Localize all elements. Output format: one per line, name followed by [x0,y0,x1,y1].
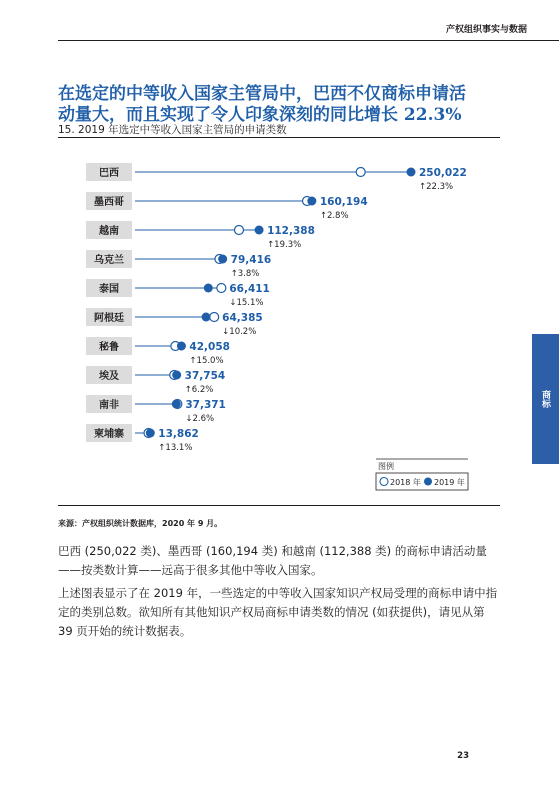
category-label: 墨西哥 [94,197,124,208]
category-label: 越南 [99,226,119,237]
running-header: 产权组织事实与数据 [445,25,527,35]
dot-2019 [202,313,211,322]
section-side-tab[interactable] [532,334,559,464]
dot-2019 [172,400,181,409]
category-label: 柬埔寨 [94,429,124,440]
dot-2018 [217,284,226,293]
category-label: 阿根廷 [94,313,124,324]
growth-label: ↓2.6% [185,414,215,424]
legend-title: 图例 [378,462,394,471]
value-label: 66,411 [229,283,270,295]
headline: 在选定的中等收入国家主管局中，巴西不仅商标申请活动量大，而且实现了令人印象深刻的同比增长 22.3% [58,84,466,125]
value-label: 112,388 [267,225,315,237]
dot-2019 [255,226,264,235]
growth-label: ↓10.2% [222,327,257,337]
growth-label: ↑3.8% [230,269,260,279]
value-label: 250,022 [419,167,467,179]
category-label: 泰国 [99,284,119,295]
category-label: 南非 [99,400,119,411]
category-label: 秘鲁 [99,342,119,353]
dot-2018 [234,226,243,235]
value-label: 37,371 [185,399,226,411]
category-label: 埃及 [99,371,119,382]
source-note: 来源：产权组织统计数据库，2020 年 9 月。 [58,519,223,528]
value-label: 64,385 [222,312,263,324]
growth-label: ↑2.8% [319,211,349,221]
dot-2019 [172,371,181,380]
dot-2019 [307,197,316,206]
category-label: 巴西 [99,168,119,179]
value-label: 160,194 [319,196,368,208]
value-label: 13,862 [158,428,199,440]
dot-2018 [210,313,219,322]
legend-2018-swatch [380,478,388,486]
growth-label: ↑6.2% [184,385,214,395]
dot-2019 [177,342,186,351]
dot-2019 [146,429,155,438]
chart-top-rule [58,137,500,138]
value-label: 42,058 [189,341,230,353]
legend-2019-label: 2019 年 [434,478,465,487]
legend-2019-swatch [424,478,432,486]
chart-bottom-rule [58,505,500,506]
legend-2018-label: 2018 年 [390,478,421,487]
value-label: 79,416 [230,254,272,266]
page-number: 23 [457,751,469,761]
paragraph-2: 上述图表显示了在 2019 年，一些选定的中等收入国家知识产权局受理的商标申请中指定的类别总数。欲知所有其他知识产权局商标申请类数的情况 (如获提供)，请见从第 39 页开始的统计数据表。 [58,586,498,638]
dot-2018 [356,168,365,177]
growth-label: ↑15.0% [189,356,224,366]
dot-chart [58,140,500,500]
dot-2019 [204,284,213,293]
growth-label: ↑13.1% [158,443,193,453]
dot-2019 [407,168,416,177]
figure-subtitle: 15. 2019 年选定中等收入国家主管局的申请类数 [58,124,287,136]
dot-2019 [218,255,227,264]
value-label: 37,754 [184,370,226,382]
category-label: 乌克兰 [94,255,124,266]
growth-label: ↓15.1% [229,298,264,308]
growth-label: ↑22.3% [419,182,454,192]
growth-label: ↑19.3% [267,240,302,250]
paragraph-1: 巴西 (250,022 类)、墨西哥 (160,194 类) 和越南 (112,388 类) 的商标申请活动量——按类数计算——远高于很多其他中等收入国家。 [58,544,487,577]
side-tab-label: 商标 [540,390,550,408]
header-rule [58,40,559,41]
